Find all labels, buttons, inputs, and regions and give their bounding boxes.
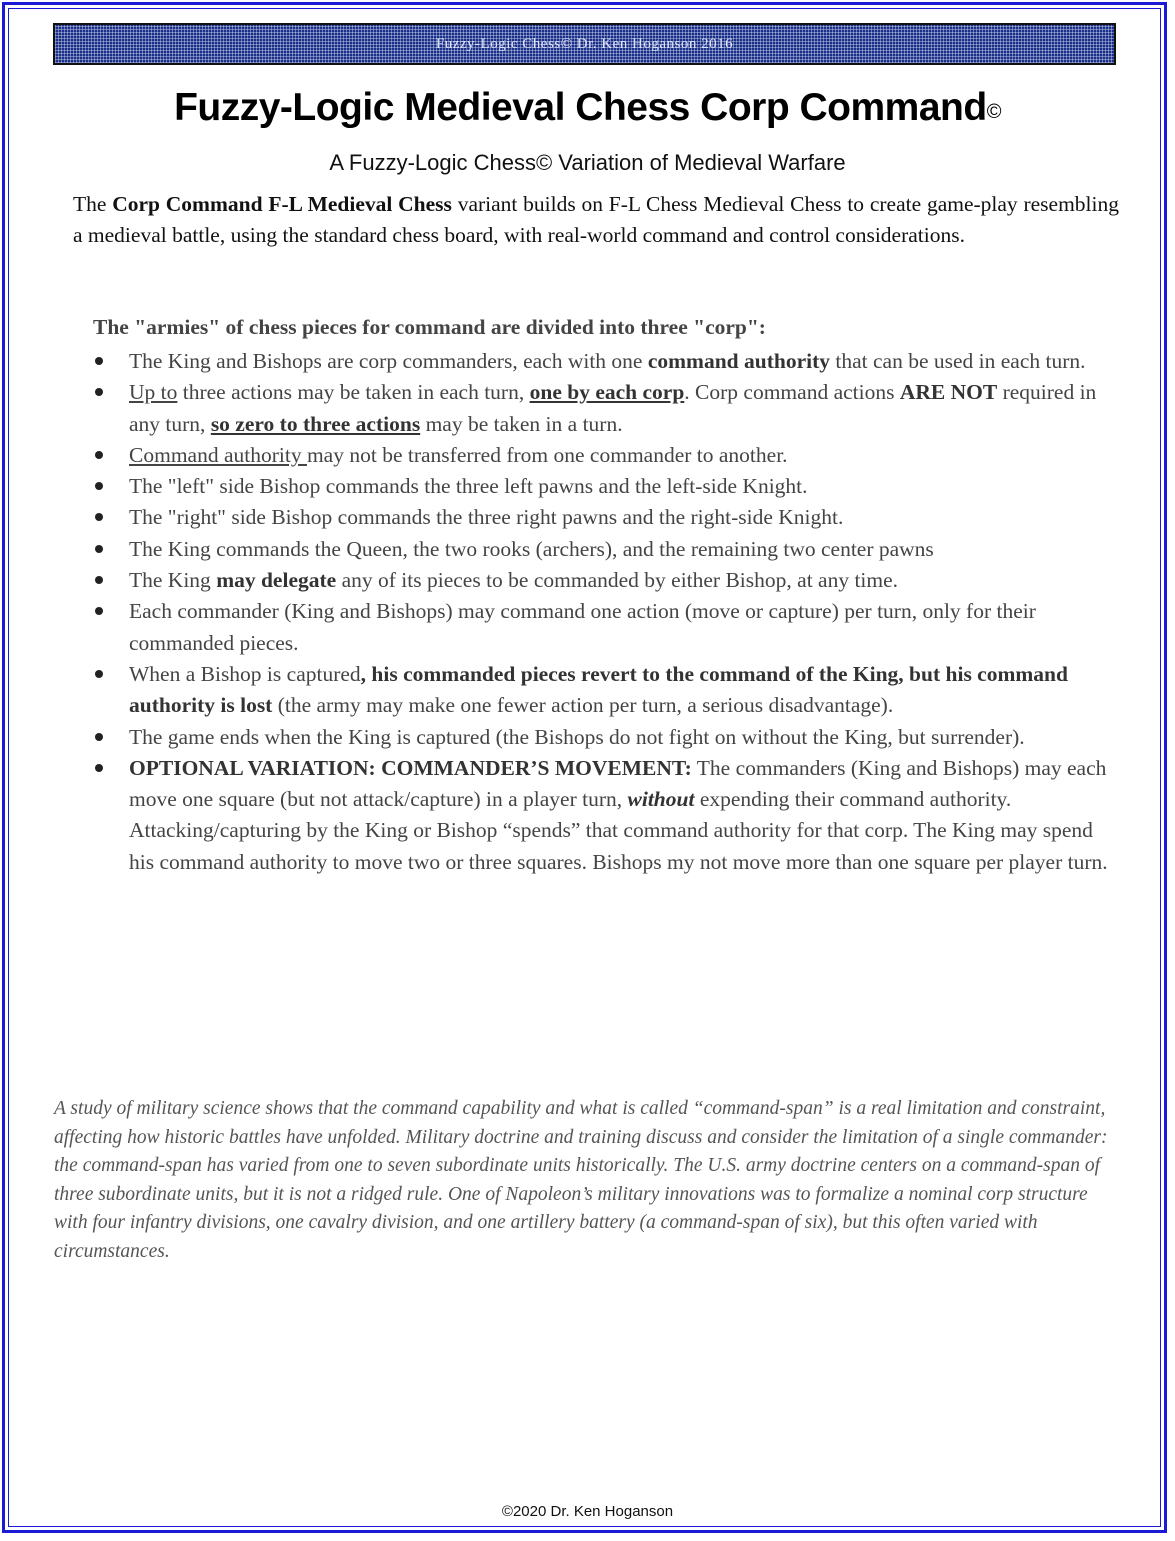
title-copyright-mark: © [986,101,1001,123]
rule-item: When a Bishop is captured, his commanded pieces revert to the command of the King, but his command authority is lost (the army may make one fewer action per turn, a serious disadvantage). [93,659,1123,722]
rule-item: The King may delegate any of its pieces to be commanded by either Bishop, at any time. [93,565,1123,596]
banner-text: Fuzzy-Logic Chess© Dr. Ken Hoganson 2016 [435,35,734,52]
rule-item: The King and Bishops are corp commanders, each with one command authority that can be used in each turn. [93,346,1123,377]
rule-item: The "right" side Bishop commands the three right pawns and the right-side Knight. [93,502,1123,533]
page-subtitle: A Fuzzy-Logic Chess© Variation of Medieval Warfare [329,150,846,175]
armies-heading: The "armies" of chess pieces for command are divided into three "corp": [93,315,766,339]
footer-copyright: ©2020 Dr. Ken Hoganson [501,1503,674,1520]
rule-item: The King commands the Queen, the two rooks (archers), and the remaining two center pawns [93,534,1123,565]
intro-text-pre: The [73,192,113,216]
rule-item: The "left" side Bishop commands the three left pawns and the left-side Knight. [93,471,1123,502]
rule-item: Up to three actions may be taken in each turn, one by each corp. Corp command actions ARE NOT required in any turn, so zero to three actions may be taken in a turn. [93,377,1123,440]
rule-item: Each commander (King and Bishops) may command one action (move or capture) per turn, only for their commanded pieces. [93,596,1123,659]
rule-item: The game ends when the King is captured (the Bishops do not fight on without the King, but surrender). [93,722,1123,753]
intro-text-post: variant builds on F-L Chess Medieval Chess to create game-play resembling a medieval battle, using the standard chess board, with real-world command and control considerations. [73,192,1119,248]
rule-item: Command authority may not be transferred from one commander to another. [93,440,1123,471]
rule-item: OPTIONAL VARIATION: COMMANDER’S MOVEMENT: The commanders (King and Bishops) may each move one square (but not attack/capture) in a player turn, without expending their command authority. Attacking/capturing by the King or Bishop “spends” that command authority for that corp. The King may spend his command authority to move two or three squares. Bishops my not move more than one square per player turn. [93,753,1123,878]
page-title [0,86,1175,130]
study-paragraph: A study of military science shows that the command capability and what is called “command-span” is a real limitation and constraint, affecting how historic battles have unfolded. Military doctrine and training discuss and consider the limitation of a single commander: the command-span has varied from one to seven subordinate units historically. The U.S. army doctrine centers on a command-span of three subordinate units, but it is not a ridged rule. One of Napoleon’s military innovations was to formalize a nominal corp structure with four infantry divisions, one cavalry division, and one artillery battery (a command-span of six), but this often varied with circumstances. [54,1098,1108,1262]
intro-variant-name: Corp Command F-L Medieval Chess [112,192,452,216]
rules-list [93,346,1123,878]
title-text: Fuzzy-Logic Medieval Chess Corp Command [174,86,987,129]
header-banner [53,23,1116,65]
intro-paragraph [73,189,1119,252]
